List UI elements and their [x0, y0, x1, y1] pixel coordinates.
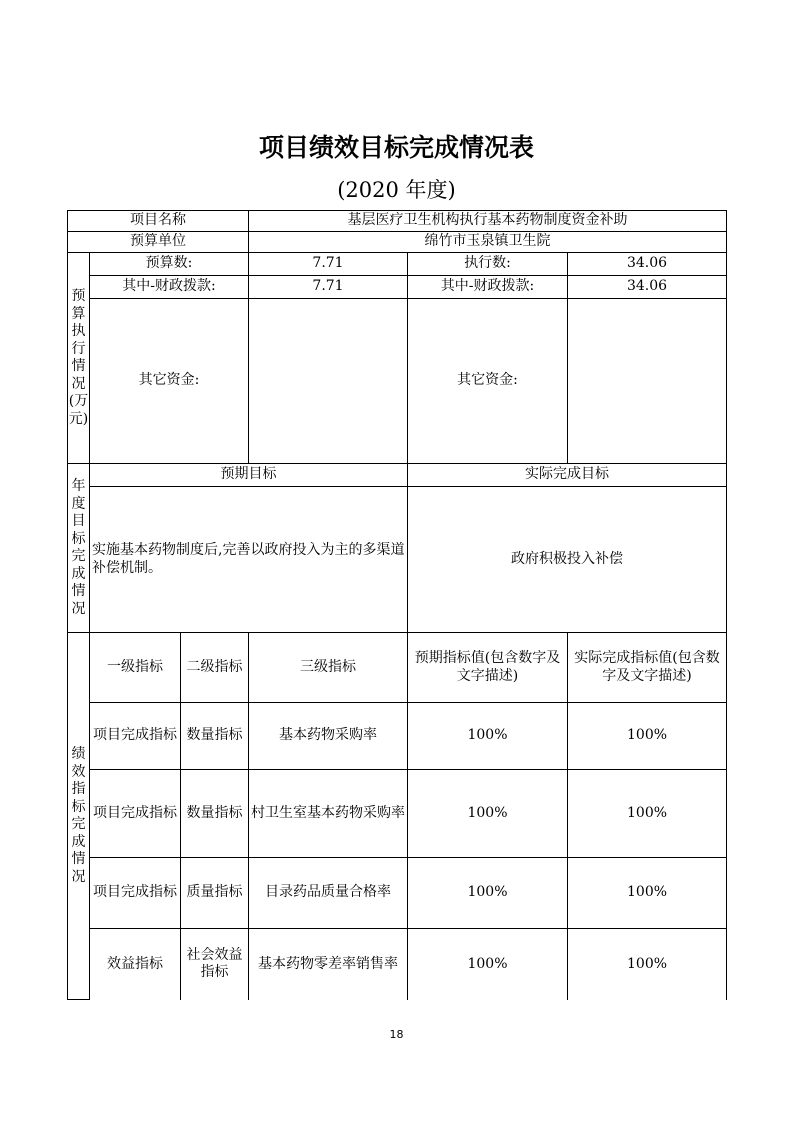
goal-content-row	[68, 487, 727, 633]
table-row	[68, 770, 727, 858]
page-number: 18	[389, 1028, 404, 1041]
actual-value-cell: 100%	[568, 703, 727, 770]
level1-cell: 项目完成指标	[90, 858, 181, 929]
actual-goal-text: 政府积极投入补偿	[408, 487, 727, 633]
budget-value: 7.71	[249, 253, 408, 276]
project-name-row	[68, 211, 727, 232]
actual-goal-header: 实际完成目标	[408, 464, 727, 487]
exec-value: 34.06	[568, 253, 727, 276]
level1-cell: 项目完成指标	[90, 770, 181, 858]
level3-header: 三级指标	[249, 633, 408, 703]
project-name-value: 基层医疗卫生机构执行基本药物制度资金补助	[249, 211, 727, 232]
expected-value-cell: 100%	[408, 929, 568, 1000]
indicator-header-row	[68, 633, 727, 703]
fiscal-label-2: 其中-财政拨款:	[408, 276, 568, 299]
other-funds-label-2: 其它资金:	[408, 299, 568, 464]
level3-cell: 村卫生室基本药物采购率	[249, 770, 408, 858]
other-funds-exec-value	[568, 299, 727, 464]
page-subtitle: (2020 年度)	[337, 178, 456, 202]
budget-unit-label: 预算单位	[68, 232, 249, 253]
performance-table	[67, 210, 727, 1000]
budget-unit-value: 绵竹市玉泉镇卫生院	[249, 232, 727, 253]
expected-goal-text: 实施基本药物制度后,完善以政府投入为主的多渠道补偿机制。	[90, 487, 408, 633]
actual-value-cell: 100%	[568, 858, 727, 929]
budget-unit-row	[68, 232, 727, 253]
actual-value-header: 实际完成指标值(包含数字及文字描述)	[568, 633, 727, 703]
level3-cell: 基本药物零差率销售率	[249, 929, 408, 1000]
level2-cell: 数量指标	[181, 770, 249, 858]
level3-cell: 基本药物采购率	[249, 703, 408, 770]
level2-cell: 数量指标	[181, 703, 249, 770]
project-name-label: 项目名称	[68, 211, 249, 232]
fiscal-row	[68, 276, 727, 299]
actual-value-cell: 100%	[568, 929, 727, 1000]
budget-section-label: 预算执行情况(万元)	[68, 253, 90, 464]
budget-row	[68, 253, 727, 276]
level3-cell: 目录药品质量合格率	[249, 858, 408, 929]
expected-value-cell: 100%	[408, 703, 568, 770]
expected-value-cell: 100%	[408, 770, 568, 858]
budget-label: 预算数:	[90, 253, 249, 276]
fiscal-budget-value: 7.71	[249, 276, 408, 299]
level2-cell: 质量指标	[181, 858, 249, 929]
fiscal-label: 其中-财政拨款:	[90, 276, 249, 299]
table-row	[68, 703, 727, 770]
exec-label: 执行数:	[408, 253, 568, 276]
expected-value-cell: 100%	[408, 858, 568, 929]
level2-cell: 社会效益指标	[181, 929, 249, 1000]
expected-goal-header: 预期目标	[90, 464, 408, 487]
level2-header: 二级指标	[181, 633, 249, 703]
annual-goal-section-label: 年度目标完成情况	[68, 464, 90, 633]
actual-value-cell: 100%	[568, 770, 727, 858]
fiscal-exec-value: 34.06	[568, 276, 727, 299]
table-row	[68, 858, 727, 929]
other-funds-row	[68, 299, 727, 464]
table-row	[68, 929, 727, 1000]
indicator-section-label: 绩效指标完成情况	[68, 633, 90, 1000]
level1-header: 一级指标	[90, 633, 181, 703]
other-funds-budget-value	[249, 299, 408, 464]
page-title: 项目绩效目标完成情况表	[258, 133, 534, 162]
level1-cell: 项目完成指标	[90, 703, 181, 770]
level1-cell: 效益指标	[90, 929, 181, 1000]
other-funds-label: 其它资金:	[90, 299, 249, 464]
goal-header-row	[68, 464, 727, 487]
expected-value-header: 预期指标值(包含数字及文字描述)	[408, 633, 568, 703]
